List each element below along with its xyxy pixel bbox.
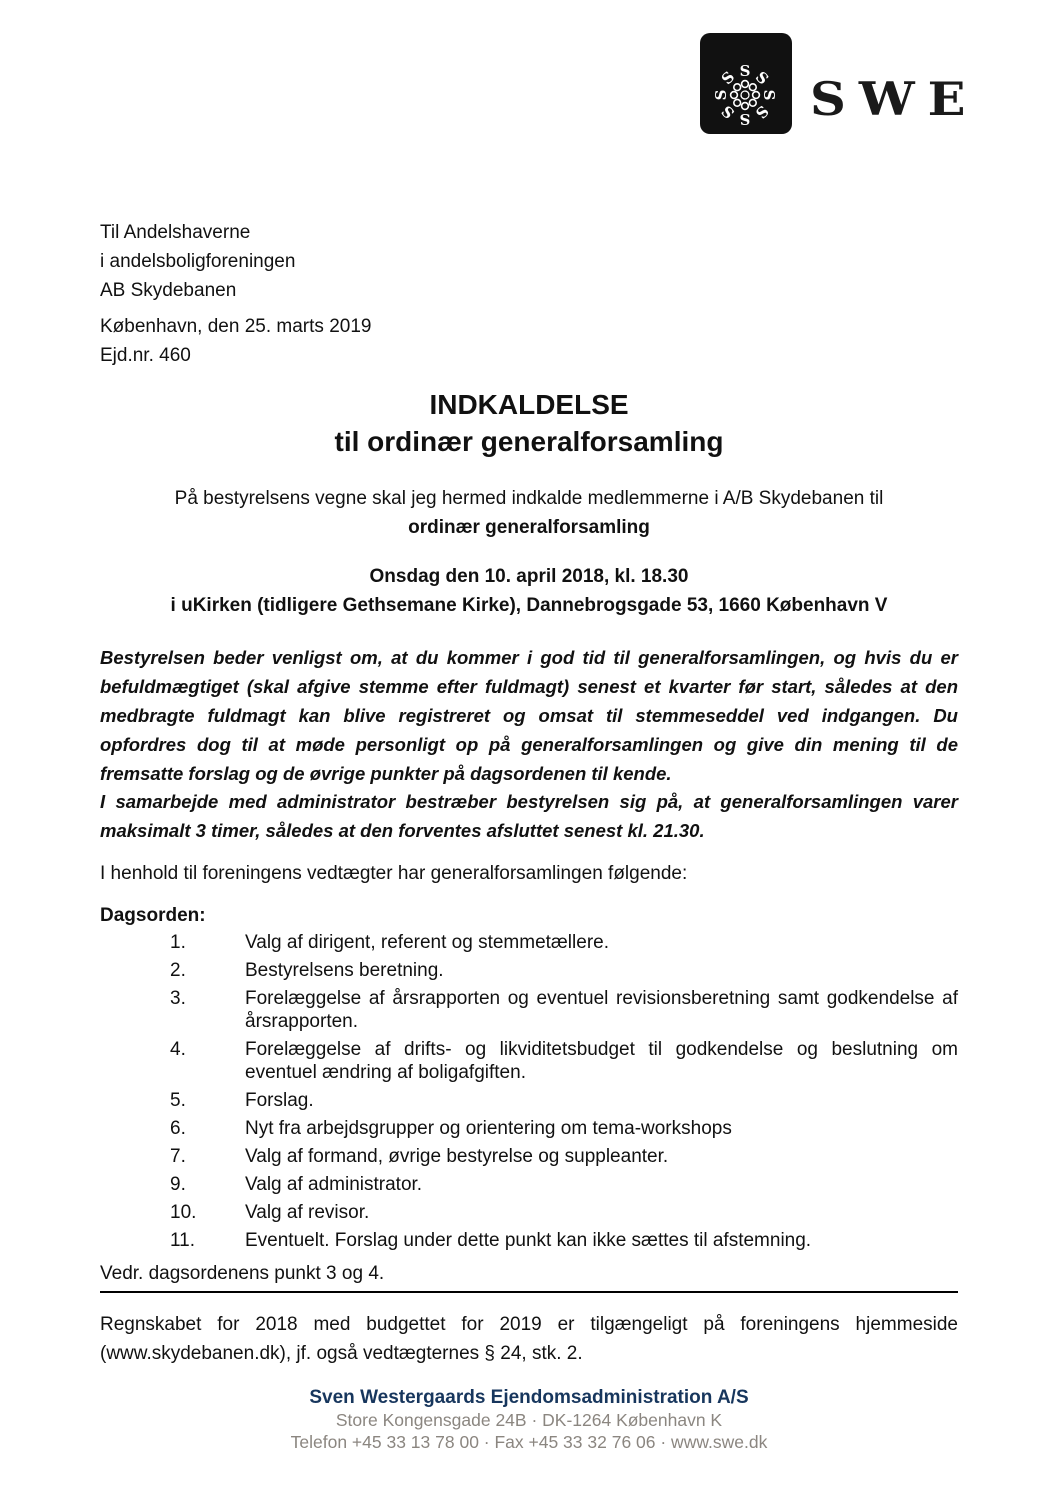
agenda-item-text: Valg af formand, øvrige bestyrelse og suppleanter. <box>245 1146 669 1167</box>
footer-company-name: Sven Westergaards Ejendomsadministration A/S <box>309 1387 749 1408</box>
accounts-paragraph: Regnskabet for 2018 med budgettet for 2019 er tilgængeligt på foreningens hjemmeside (www.skydebanen.dk), jf. også vedtægternes § 24, stk. 2. <box>100 1314 958 1364</box>
agenda-item-number: 1. <box>170 932 186 953</box>
agenda-item <box>100 931 958 954</box>
notice-paragraph-1: Bestyrelsen beder venligst om, at du kommer i god tid til generalforsamlingen, og hvis du er befuldmægtiget (skal afgive stemme efter fuldmagt) senest et kvarter før start, således at den medbragte fuldmagt kan blive registreret og omsat til stemmeseddel ved indgangen. Du opfordres dog til at møde personligt op på generalforsamlingen og give din mening til de fremsatte forslag og de øvrige punkter på dagsordenen til kende. <box>100 647 958 784</box>
svg-text:S: S <box>739 62 751 80</box>
agenda-item <box>100 1173 958 1196</box>
footer-contact: Telefon +45 33 13 78 00 · Fax +45 33 32 76 06 · www.swe.dk <box>290 1432 768 1452</box>
intro-paragraph <box>100 484 958 542</box>
agenda-item <box>100 1201 958 1224</box>
brand-wordmark: SWE <box>810 72 979 126</box>
agenda-item-number: 9. <box>170 1174 186 1195</box>
svg-text:S: S <box>717 101 739 123</box>
intro-line-1: På bestyrelsens vegne skal jeg hermed indkalde medlemmerne i A/B Skydebanen til <box>174 488 884 509</box>
company-logo <box>700 33 979 134</box>
intro-line-2: ordinær generalforsamling <box>408 517 650 538</box>
agenda-item-text: Valg af administrator. <box>245 1174 423 1195</box>
agenda-item-number: 5. <box>170 1090 186 1111</box>
agenda-item-number: 11. <box>170 1230 196 1251</box>
svg-text:S: S <box>751 101 773 123</box>
agenda-item-text: Valg af dirigent, referent og stemmetællere. <box>245 932 609 953</box>
agenda-item <box>100 1038 958 1084</box>
title-line-2: til ordinær generalforsamling <box>334 426 724 457</box>
agenda-item-text: Bestyrelsens beretning. <box>245 960 444 981</box>
recipient-line: Til Andelshaverne <box>100 222 251 243</box>
event-location: i uKirken (tidligere Gethsemane Kirke), Dannebrogsgade 53, 1660 København V <box>170 595 888 616</box>
svg-text:S: S <box>717 67 739 89</box>
agenda-item-number: 2. <box>170 960 186 981</box>
agenda-item-number: 10. <box>170 1202 197 1223</box>
agenda-item-number: 6. <box>170 1118 186 1139</box>
agenda-item-text: Forslag. <box>245 1090 314 1111</box>
place-date: København, den 25. marts 2019 <box>100 316 372 337</box>
agenda-list <box>100 931 958 1257</box>
agenda-item-text: Nyt fra arbejdsgrupper og orientering om tema-workshops <box>245 1118 732 1139</box>
title-line-1: INDKALDELSE <box>429 389 629 420</box>
document-title <box>100 386 958 460</box>
agenda-item-number: 7. <box>170 1146 186 1167</box>
agenda-item <box>100 987 958 1033</box>
rosette-ornament-icon <box>700 33 792 134</box>
agenda-item-text: Forelæggelse af drifts- og likviditetsbudget til godkendelse og beslutning om eventuel ændring af boligafgiften. <box>245 1039 958 1083</box>
agenda-item-number: 3. <box>170 988 186 1009</box>
svg-text:S: S <box>739 110 751 128</box>
recipient-block <box>100 218 958 305</box>
event-datetime: Onsdag den 10. april 2018, kl. 18.30 <box>369 566 689 587</box>
date-block <box>100 312 958 370</box>
agenda-item <box>100 1145 958 1168</box>
recipient-line: i andelsboligforeningen <box>100 251 296 272</box>
notice-paragraph-2: I samarbejde med administrator bestræber bestyrelsen sig på, at generalforsamlingen varer maksimalt 3 timer, således at den forventes afsluttet senest kl. 21.30. <box>100 791 958 841</box>
agenda-item <box>100 1117 958 1140</box>
svg-text:S: S <box>760 89 778 101</box>
agenda-item-text: Forelæggelse af årsrapporten og eventuel revisionsberetning samt godkendelse af årsrapporten. <box>245 988 958 1032</box>
agenda-item-number: 4. <box>170 1039 186 1060</box>
agenda-item <box>100 1229 958 1252</box>
svg-text:S: S <box>751 67 773 89</box>
agenda-item <box>100 959 958 982</box>
agenda-item <box>100 1089 958 1112</box>
agenda-item-text: Eventuelt. Forslag under dette punkt kan ikke sættes til afstemning. <box>245 1230 812 1251</box>
bylaws-line: I henhold til foreningens vedtægter har generalforsamlingen følgende: <box>100 863 688 884</box>
section-heading-points-3-4: Vedr. dagsordenens punkt 3 og 4. <box>100 1262 958 1293</box>
property-number: Ejd.nr. 460 <box>100 345 191 366</box>
footer-address: Store Kongensgade 24B · DK-1264 København K <box>335 1410 723 1430</box>
event-details <box>100 562 958 620</box>
letter-footer <box>0 1387 1058 1453</box>
svg-text:S: S <box>712 89 730 101</box>
recipient-line: AB Skydebanen <box>100 280 237 301</box>
agenda-item-text: Valg af revisor. <box>245 1202 370 1223</box>
agenda-heading: Dagsorden: <box>100 905 206 926</box>
